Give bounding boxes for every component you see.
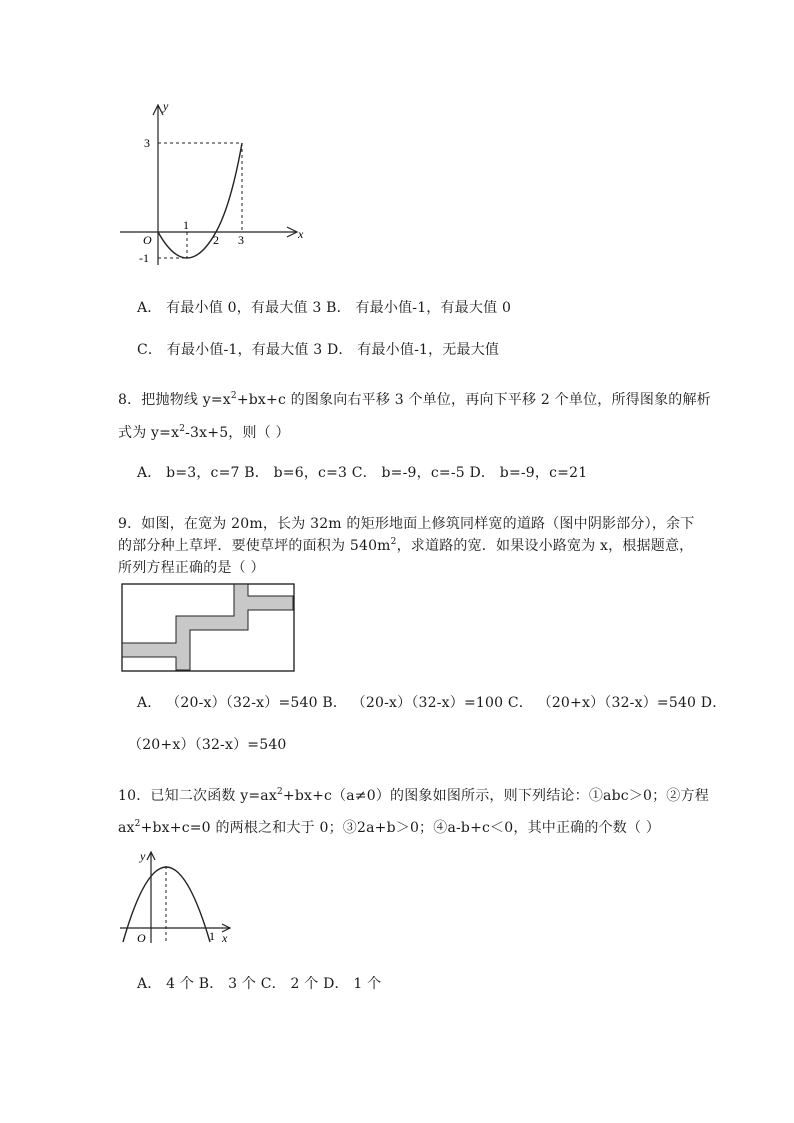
q8-question-line1: 8．把抛物线 $y=x^2+bx+c$ 的图象向右平移 3 个单位，再向下平移 2 个单位，所得图象的解析 <box>118 391 711 408</box>
q7-options-line2: C． 有最小值-1，有最大值 3 D． 有最小值-1，无最大值 <box>137 342 500 358</box>
tick-x-1: 1 <box>183 218 189 232</box>
x-axis-label: x <box>222 931 228 945</box>
origin-label: O <box>143 233 152 247</box>
downward-parabola-figure <box>118 848 238 948</box>
parabola-curve <box>158 143 242 258</box>
tick-x-2: 2 <box>213 233 219 247</box>
q8-options: A． b=3，c=7 B． b=6，c=3 C． b=-9，c=-5 D． b=-9，c=21 <box>137 465 588 481</box>
y-axis-label: y <box>163 99 169 113</box>
y-axis-label: y <box>140 849 146 863</box>
x-axis-label: x <box>298 227 304 241</box>
tick-y-3: 3 <box>144 136 150 150</box>
q10-options: A． 4 个 B． 3 个 C． 2 个 D． 1 个 <box>137 976 382 992</box>
parabola-graph-figure <box>115 95 315 275</box>
tick-y-neg1: -1 <box>139 251 149 265</box>
q9-question-line3: 所列方程正确的是（ ） <box>118 560 265 576</box>
tick-x-1: 1 <box>209 929 215 943</box>
q8-question-line2: 式为 $y=x^2-3x+5$，则（ ） <box>118 424 290 441</box>
tick-x-3: 3 <box>238 233 244 247</box>
q9-options-line1: A． （20-x）（32-x）=540 B． （20-x）（32-x）=100 C． （20+x）（32-x）=540 D． <box>137 695 727 711</box>
origin-label: O <box>137 931 146 945</box>
q9-options-line2: （20+x）（32-x）=540 <box>128 737 287 753</box>
q10-question-line1: 10．已知二次函数 $y=ax^2+bx+c(a\ne 0)$的图象如图所示，则下列结论：①abc＞0；②方程 <box>118 787 709 804</box>
q10-question-line2: $ax^2+bx+c=0$ 的两根之和大于 0；③2a+b＞0；④a-b+c＜0，其中正确的个数（ ） <box>118 819 661 836</box>
road-rectangle-figure <box>121 583 295 673</box>
q7-options-line1: A． 有最小值 0，有最大值 3 B． 有最小值-1，有最大值 0 <box>137 300 512 316</box>
q9-question-line2: 的部分种上草坪．要使草坪的面积为 $540m^2$，求道路的宽．如果设小路宽为 x，根据题意， <box>118 537 694 554</box>
q9-question-line1: 9．如图，在宽为 20m，长为 32m 的矩形地面上修筑同样宽的道路（图中阴影部分），余下 <box>118 516 695 532</box>
